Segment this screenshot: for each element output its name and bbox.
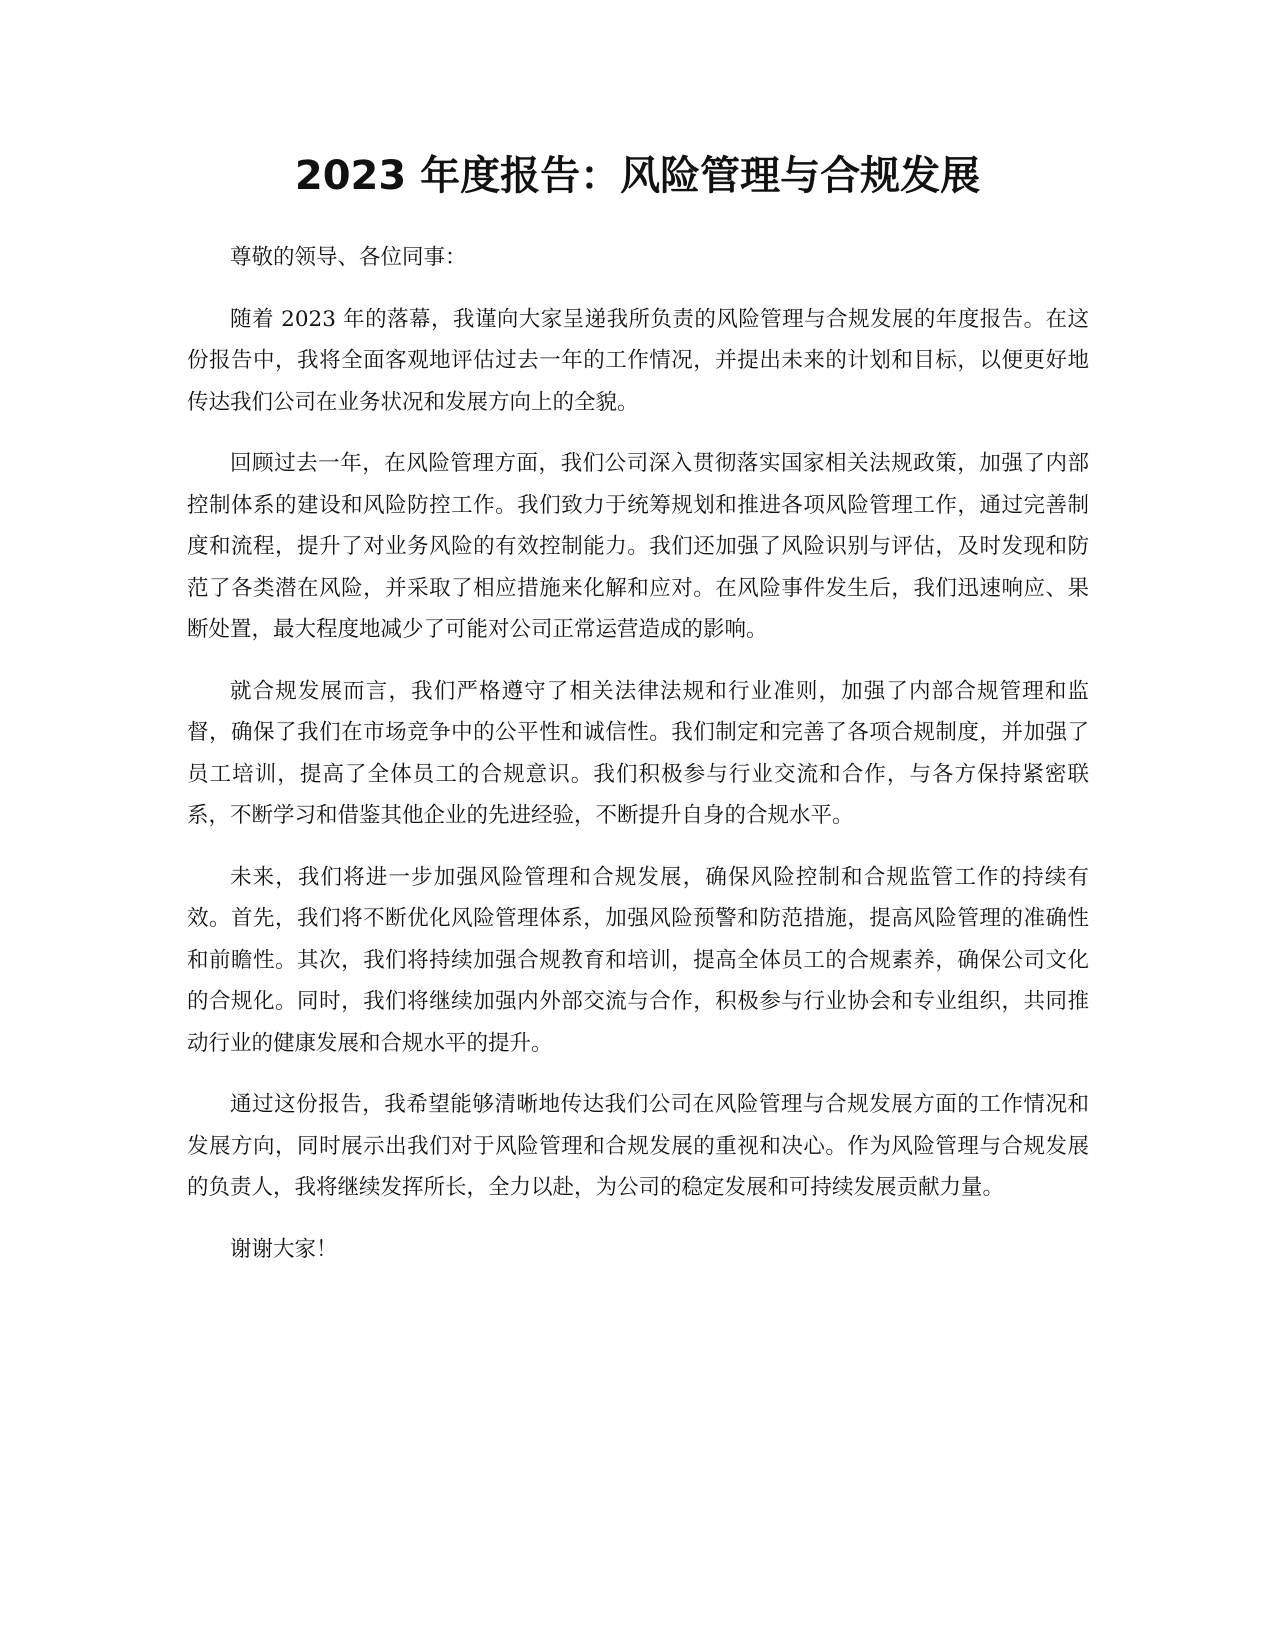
document-title: 2023 年度报告：风险管理与合规发展 xyxy=(294,153,981,199)
paragraph-intro: 随着 2023 年的落幕，我谨向大家呈递我所负责的风险管理与合规发展的年度报告。在这份报告中，我将全面客观地评估过去一年的工作情况，并提出未来的计划和目标，以便更好地传达我们公司在业务状况和发展方向上的全貌。 xyxy=(187,306,1089,415)
document-body xyxy=(187,237,1089,1290)
closing-remark: 谢谢大家！ xyxy=(230,1236,338,1262)
salutation: 尊敬的领导、各位同事： xyxy=(230,245,467,270)
paragraph-risk-management: 回顾过去一年，在风险管理方面，我们公司深入贯彻落实国家相关法规政策，加强了内部控制体系的建设和风险防控工作。我们致力于统筹规划和推进各项风险管理工作，通过完善制度和流程，提升了对业务风险的有效控制能力。我们还加强了风险识别与评估，及时发现和防范了各类潜在风险，并采取了相应措施来化解和应对。在风险事件发生后，我们迅速响应、果断处置，最大程度地减少了可能对公司正常运营造成的影响。 xyxy=(187,451,1089,642)
paragraph-compliance: 就合规发展而言，我们严格遵守了相关法律法规和行业准则，加强了内部合规管理和监督，确保了我们在市场竞争中的公平性和诚信性。我们制定和完善了各项合规制度，并加强了员工培训，提高了全体员工的合规意识。我们积极参与行业交流和合作，与各方保持紧密联系，不断学习和借鉴其他企业的先进经验，不断提升自身的合规水平。 xyxy=(187,678,1089,828)
paragraph-future-plans: 未来，我们将进一步加强风险管理和合规发展，确保风险控制和合规监管工作的持续有效。首先，我们将不断优化风险管理体系，加强风险预警和防范措施，提高风险管理的准确性和前瞻性。其次，我们将持续加强合规教育和培训，提高全体员工的合规素养，确保公司文化的合规化。同时，我们将继续加强内外部交流与合作，积极参与行业协会和专业组织，共同推动行业的健康发展和合规水平的提升。 xyxy=(187,864,1089,1056)
paragraph-conclusion: 通过这份报告，我希望能够清晰地传达我们公司在风险管理与合规发展方面的工作情况和发展方向，同时展示出我们对于风险管理和合规发展的重视和决心。作为风险管理与合规发展的负责人，我将继续发挥所长，全力以赴，为公司的稳定发展和可持续发展贡献力量。 xyxy=(187,1092,1089,1200)
